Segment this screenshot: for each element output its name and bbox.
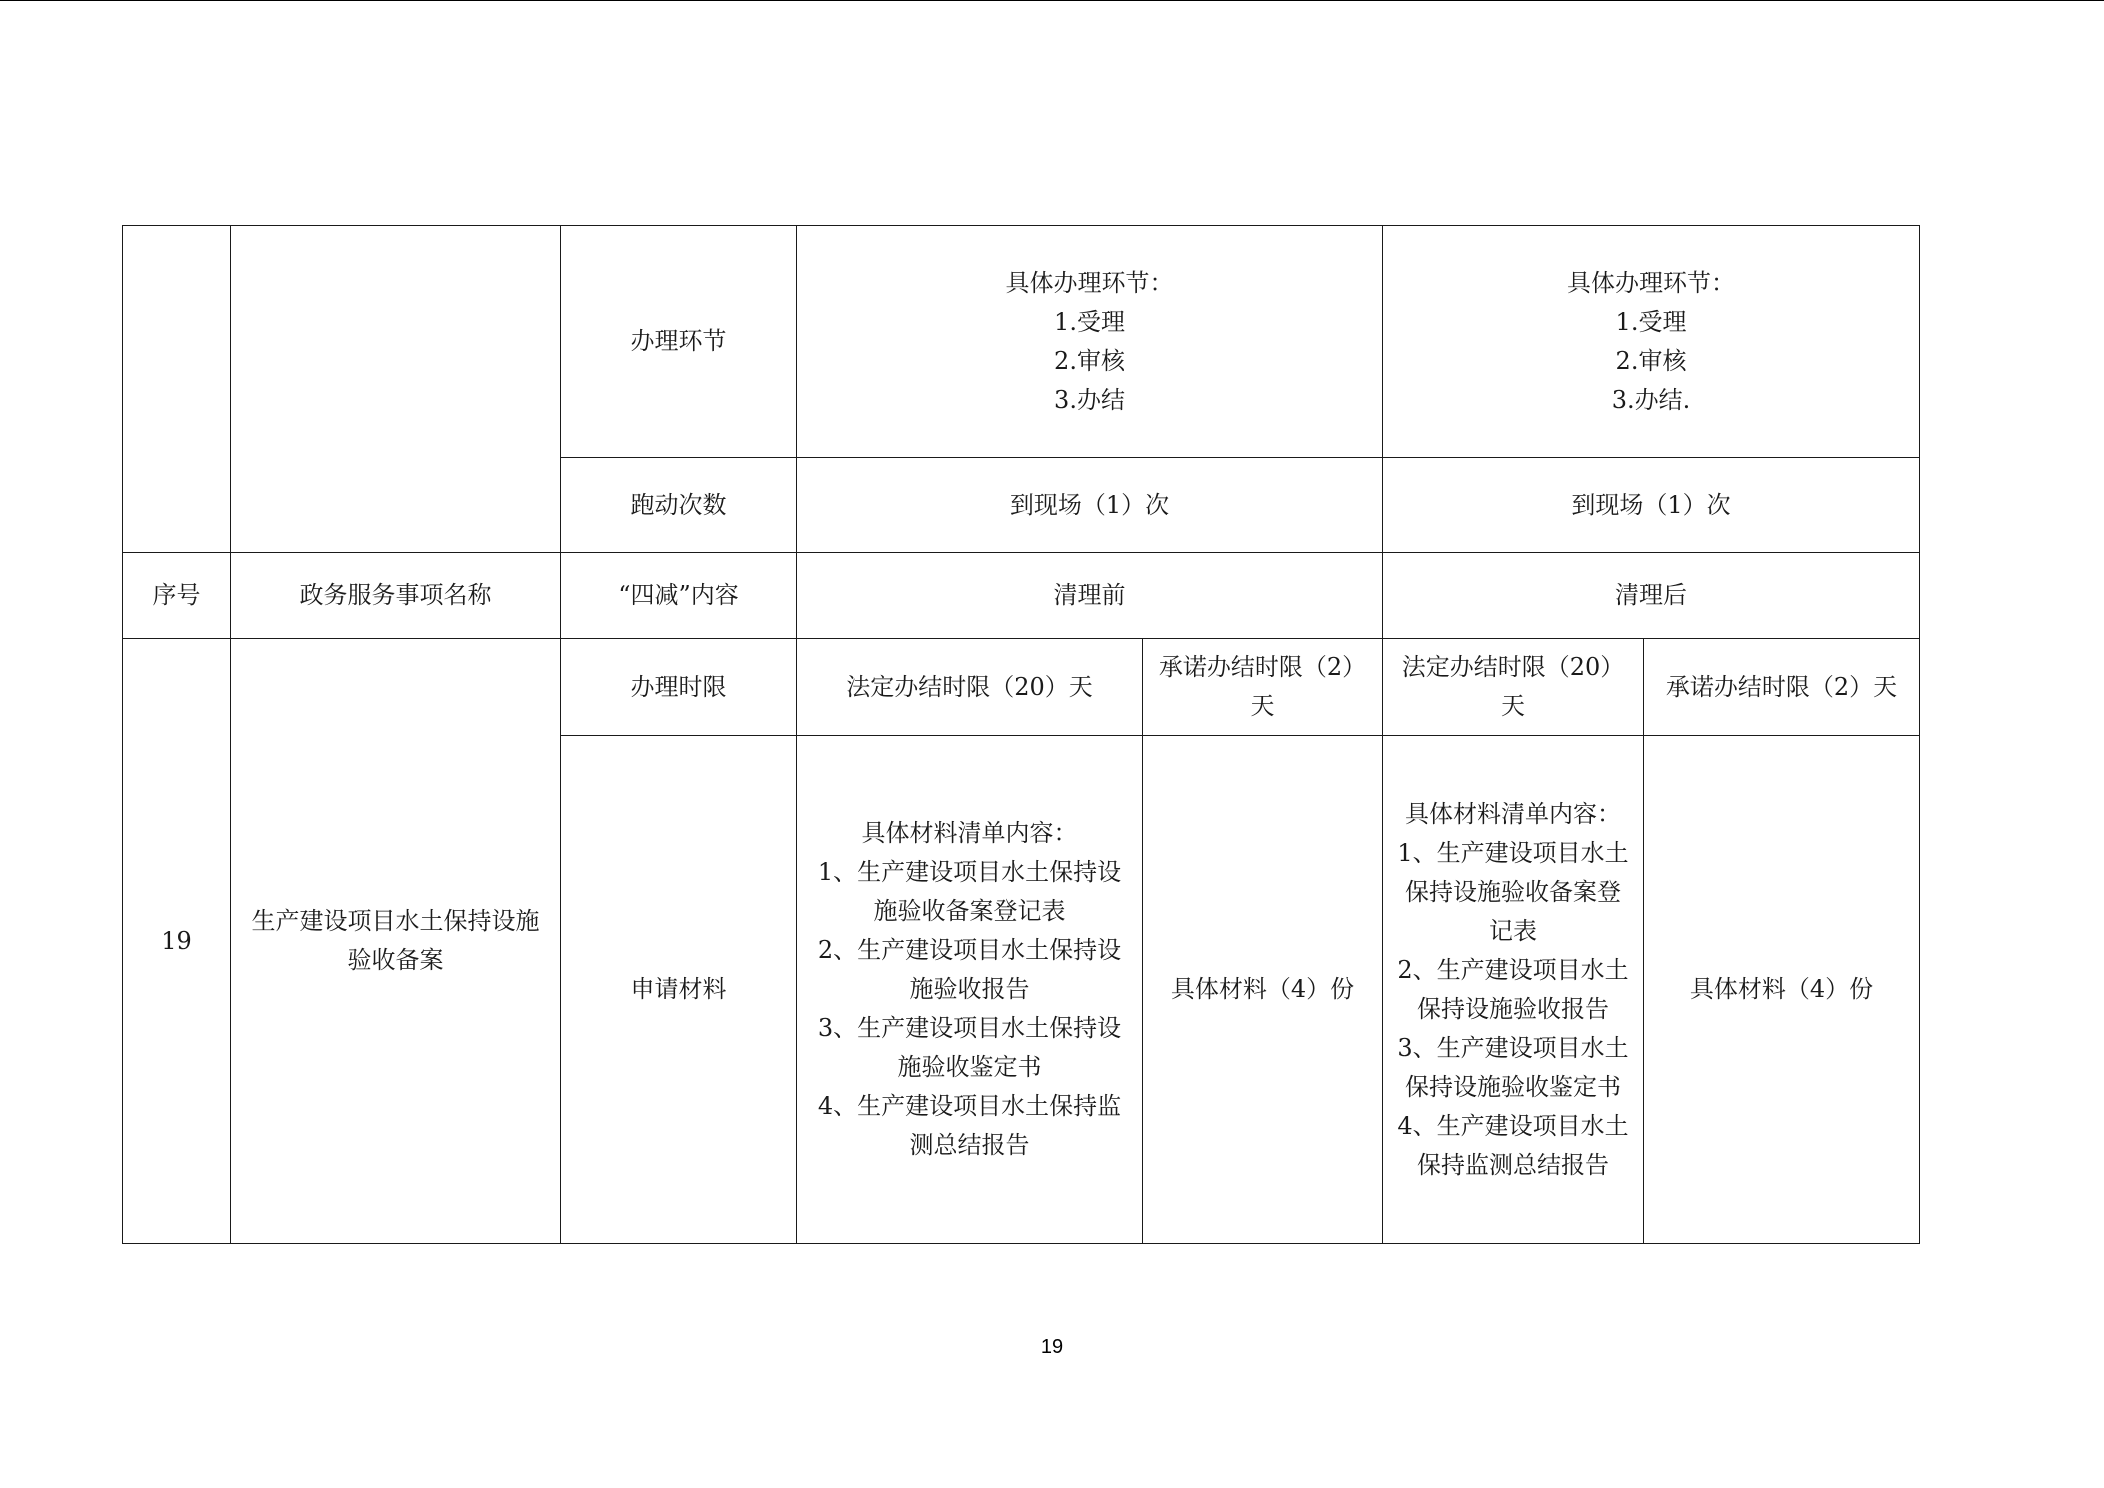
before-material-item: 2、生产建设项目水土保持设施验收报告 <box>817 936 1122 1003</box>
before-steps-title: 具体办理环节： <box>1005 268 1174 297</box>
after-material-item: 2、生产建设项目水土保持设施验收报告 <box>1397 955 1629 1023</box>
after-visits: 到现场（1）次 <box>1383 458 1920 553</box>
after-material-item: 4、生产建设项目水土保持监测总结报告 <box>1397 1111 1629 1179</box>
before-materials-title: 具体材料清单内容： <box>861 819 1078 847</box>
after-materials-cell <box>1383 736 1644 1244</box>
time-limit-label: 办理时限 <box>561 639 797 736</box>
after-promised-limit: 承诺办结时限（2）天 <box>1644 639 1920 736</box>
after-materials-count: 具体材料（4）份 <box>1644 736 1920 1244</box>
after-legal-limit: 法定办结时限（20）天 <box>1383 639 1644 736</box>
before-material-item: 3、生产建设项目水土保持设施验收鉴定书 <box>817 1014 1122 1081</box>
four-reductions-table <box>122 225 1920 1244</box>
cont-seq-cell <box>123 226 231 553</box>
after-material-item: 3、生产建设项目水土保持设施验收鉴定书 <box>1397 1033 1629 1101</box>
before-visits: 到现场（1）次 <box>797 458 1383 553</box>
item-seq: 19 <box>123 639 231 1244</box>
header-seq: 序号 <box>123 553 231 639</box>
after-step-item: 2.审核 <box>1615 346 1687 375</box>
materials-label: 申请材料 <box>561 736 797 1244</box>
page-number: 19 <box>1040 1336 1064 1358</box>
before-promised-limit: 承诺办结时限（2）天 <box>1143 639 1383 736</box>
steps-row <box>123 226 1920 458</box>
before-step-item: 1.受理 <box>1054 307 1125 336</box>
before-material-item: 4、生产建设项目水土保持监测总结报告 <box>817 1092 1122 1159</box>
before-materials-count: 具体材料（4）份 <box>1143 736 1383 1244</box>
time-limit-row <box>123 639 1920 736</box>
before-step-item: 2.审核 <box>1054 346 1125 375</box>
before-legal-limit: 法定办结时限（20）天 <box>797 639 1143 736</box>
before-material-item: 1、生产建设项目水土保持设施验收备案登记表 <box>817 858 1122 925</box>
before-steps-cell <box>797 226 1383 458</box>
before-step-item: 3.办结 <box>1054 385 1125 414</box>
before-materials-cell <box>797 736 1143 1244</box>
header-after: 清理后 <box>1383 553 1920 639</box>
after-material-item: 1、生产建设项目水土保持设施验收备案登记表 <box>1397 838 1629 945</box>
page-top-border <box>0 0 2104 1</box>
after-steps-title: 具体办理环节： <box>1567 268 1735 297</box>
visits-label: 跑动次数 <box>561 458 797 553</box>
after-materials-title: 具体材料清单内容： <box>1405 799 1621 828</box>
after-steps-cell <box>1383 226 1920 458</box>
after-step-item: 3.办结. <box>1611 385 1691 414</box>
header-row <box>123 553 1920 639</box>
cont-name-cell <box>231 226 561 553</box>
item-name: 生产建设项目水土保持设施验收备案 <box>231 639 561 1244</box>
header-item-name: 政务服务事项名称 <box>231 553 561 639</box>
header-four-reductions: “四减”内容 <box>561 553 797 639</box>
after-step-item: 1.受理 <box>1615 307 1687 336</box>
header-before: 清理前 <box>797 553 1383 639</box>
steps-label: 办理环节 <box>561 226 797 458</box>
